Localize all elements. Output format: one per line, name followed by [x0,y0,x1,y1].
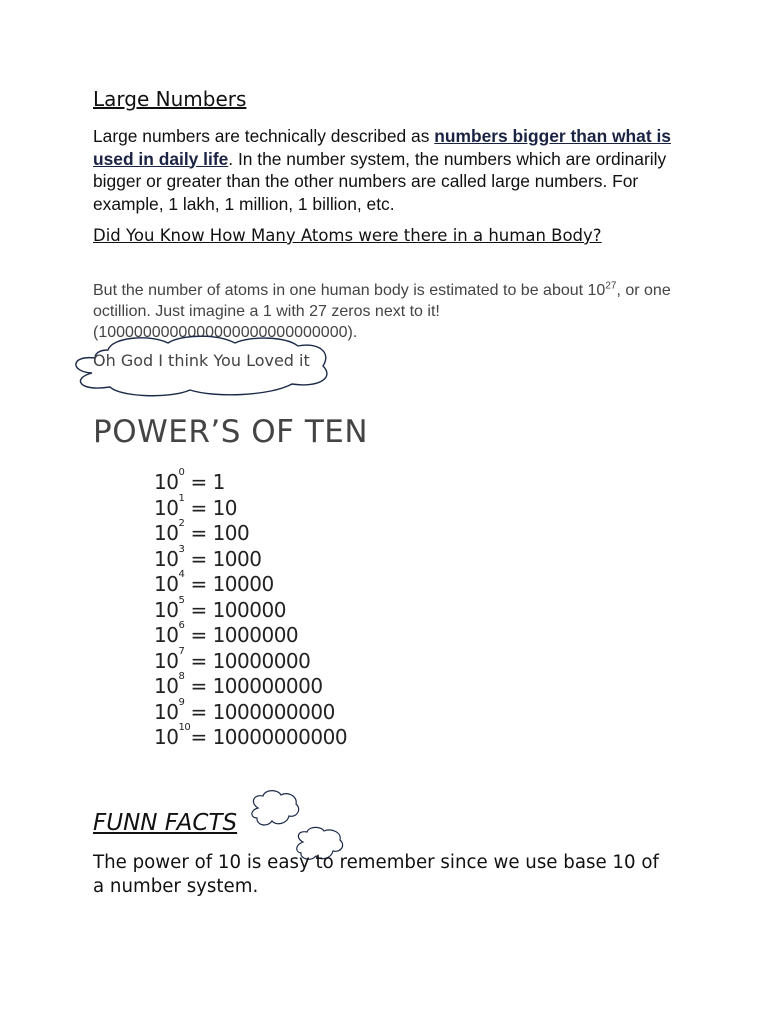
power-row [154,467,225,495]
power-value: = 10000000 [190,648,311,673]
power-row [154,492,238,521]
power-row [154,671,323,699]
power-base: 10 [154,648,179,673]
power-base: 10 [154,470,179,494]
power-row [154,543,262,572]
thought-cloud-icon [252,791,299,825]
power-base: 10 [154,597,179,622]
paragraph-text: . In the number system, the numbers which are ordinarily bigger or greater than the other numbers are called large numbers. For example, 1 lakh, 1 million, 1 billion, etc. [93,148,667,214]
atoms-heading: Did You Know How Many Atoms were there in a human Body? [93,226,602,245]
power-exponent: 9 [178,696,185,708]
power-row [154,518,250,546]
power-exponent: 2 [178,518,185,529]
power-value: = 1000000000 [190,699,335,724]
powers-of-ten-image [154,467,384,755]
funn-facts-heading: FUNN FACTS [93,810,238,836]
power-base: 10 [154,699,179,724]
power-exponent: 3 [178,543,185,555]
power-exponent: 7 [178,645,185,657]
exponent: 27 [605,280,617,292]
power-base: 10 [154,546,179,571]
power-base: 10 [154,572,179,596]
atoms-paragraph [93,280,673,343]
large-numbers-heading: Large Numbers [93,87,247,111]
power-row [154,620,299,648]
funn-facts-paragraph: The power of 10 is easy to remember since we use base 10 of a number system. [93,852,659,897]
power-exponent: 0 [178,467,185,478]
power-value: = 100000000 [190,674,323,698]
power-row [154,722,348,750]
power-exponent: 1 [178,492,185,504]
power-row [154,594,286,623]
power-exponent: 10 [178,722,191,733]
power-exponent: 6 [178,620,185,631]
power-value: = 10000000000 [190,725,348,749]
power-base: 10 [154,725,179,749]
power-value: = 10000 [190,572,274,596]
power-exponent: 4 [178,569,185,580]
large-numbers-paragraph [93,125,683,215]
power-exponent: 8 [178,671,185,682]
power-exponent: 5 [178,594,185,606]
power-row [154,696,335,725]
power-base: 10 [154,521,179,545]
power-row [154,569,274,597]
cloud-callout-text: Oh God I think You Loved it [93,351,310,370]
powers-heading: POWER’S OF TEN [93,414,369,450]
power-value: = 10 [190,495,238,520]
power-value: = 1000 [190,546,262,571]
power-base: 10 [154,674,179,698]
power-value: = 100000 [190,597,286,622]
power-base: 10 [154,495,179,520]
power-base: 10 [154,623,179,647]
power-value: = 1 [190,470,225,494]
paragraph-text: But the number of atoms in one human body is estimated to be about 10 [93,282,606,299]
power-row [154,645,311,674]
power-value: = 100 [190,521,250,545]
power-value: = 1000000 [190,623,299,647]
paragraph-text: Large numbers are technically described as [93,126,435,146]
definition-link[interactable]: numbers bigger than what is used in daily life [93,126,671,169]
paragraph-text: , or one octillion. Just imagine a 1 with 27 zeros next to it! (1000000000000000000000000000). [93,282,671,341]
